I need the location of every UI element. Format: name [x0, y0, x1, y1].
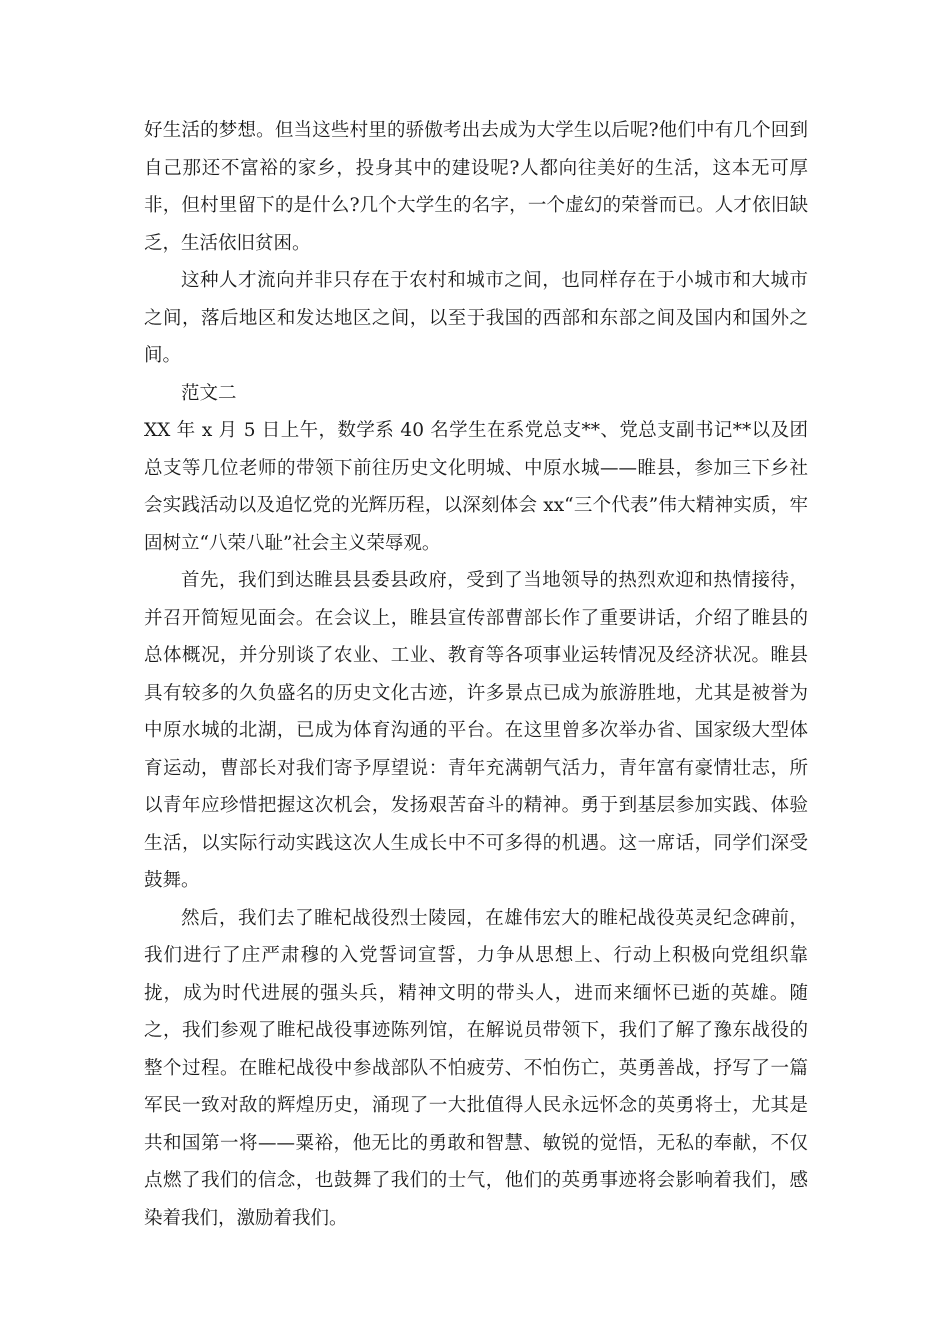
section-heading: 范文二: [181, 382, 237, 404]
paragraph-4: 首先，我们到达睢县县委县政府，受到了当地领导的热烈欢迎和热情接待，并召开简短见面会。在会议上，睢县宣传部曹部长作了重要讲话，介绍了睢县的总体概况，并分别谈了农业、工业、教育等各项事业运转情况及经济状况。睢县具有较多的久负盛名的历史文化古迹，许多景点已成为旅游胜地，尤其是被誉为中原水城的北湖，已成为体育沟通的平台。在这里曾多次举办省、国家级大型体育运动，曹部长对我们寄予厚望说：青年充满朝气活力，青年富有豪情壮志，所以青年应珍惜把握这次机会，发扬艰苦奋斗的精神。勇于到基层参加实践、体验生活，以实际行动实践这次人生成长中不可多得的机遇。这一席话，同学们深受鼓舞。: [144, 570, 808, 891]
document-body: [144, 112, 808, 1237]
paragraph-2: 这种人才流向并非只存在于农村和城市之间，也同样存在于小城市和大城市之间，落后地区和发达地区之间，以至于我国的西部和东部之间及国内和国外之间。: [144, 270, 808, 366]
paragraph-3: XX 年 x 月 5 日上午，数学系 40 名学生在系党总支**、党总支副书记**以及团总支等几位老师的带领下前往历史文化明城、中原水城——睢县，参加三下乡社会实践活动以及追忆党的光辉历程，以深刻体会 xx“三个代表”伟大精神实质，牢固树立“八荣八耻”社会主义荣辱观。: [144, 420, 808, 554]
paragraph-5: 然后，我们去了睢杞战役烈士陵园，在雄伟宏大的睢杞战役英灵纪念碑前，我们进行了庄严肃穆的入党誓词宣誓，力争从思想上、行动上积极向党组织靠拢，成为时代进展的强头兵，精神文明的带头人，进而来缅怀已逝的英雄。随之，我们参观了睢杞战役事迹陈列馆，在解说员带领下，我们了解了豫东战役的整个过程。在睢杞战役中参战部队不怕疲劳、不怕伤亡，英勇善战，抒写了一篇军民一致对敌的辉煌历史，涌现了一大批值得人民永远怀念的英勇将士，尤其是共和国第一将——粟裕，他无比的勇敢和智慧、敏锐的觉悟，无私的奉献，不仅点燃了我们的信念，也鼓舞了我们的士气，他们的英勇事迹将会影响着我们，感染着我们，激励着我们。: [144, 907, 808, 1229]
paragraph-1: 好生活的梦想。但当这些村里的骄傲考出去成为大学生以后呢?他们中有几个回到自己那还不富裕的家乡，投身其中的建设呢?人都向往美好的生活，这本无可厚非，但村里留下的是什么?几个大学生的名字，一个虚幻的荣誉而已。人才依旧缺乏，生活依旧贫困。: [144, 120, 808, 254]
